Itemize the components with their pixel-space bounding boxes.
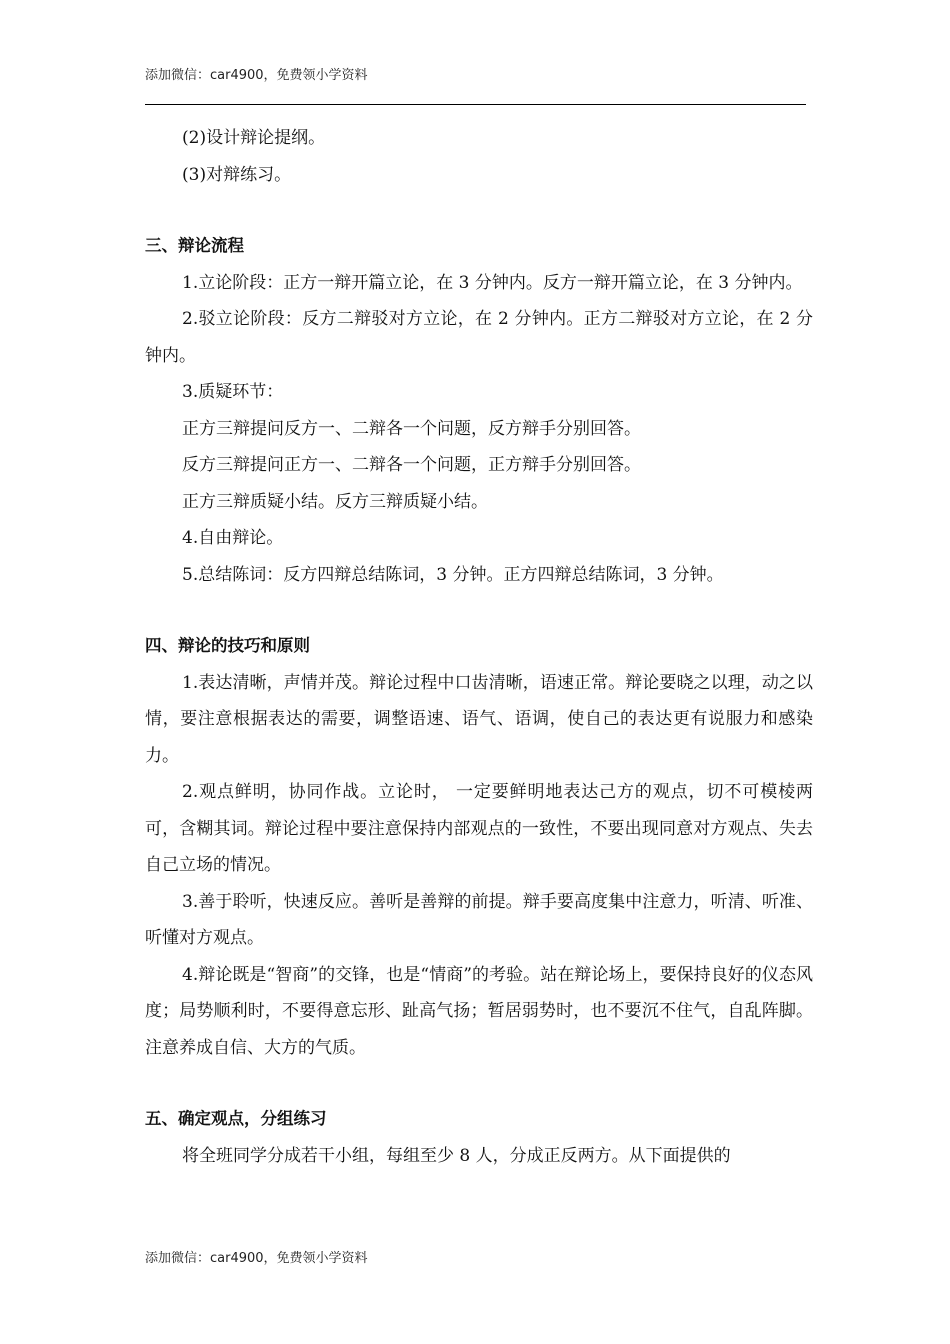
- header-rule: [145, 104, 806, 105]
- paragraph: 2.驳立论阶段：反方二辩驳对方立论，在 2 分钟内。正方二辩驳对方立论，在 2 分钟内。: [145, 309, 813, 366]
- paragraph: 1.表达清晰，声情并茂。辩论过程中口齿清晰，语速正常。辩论要晓之以理，动之以情，要注意根据表达的需要，调整语速、语气、语调，使自己的表达更有说服力和感染力。: [145, 672, 813, 766]
- section-heading: 四、辩论的技巧和原则: [145, 636, 310, 655]
- paragraph: 正方三辩提问反方一、二辩各一个问题，反方辩手分别回答。: [182, 418, 641, 439]
- page-header: 添加微信：car4900，免费领小学资料: [145, 68, 368, 83]
- paragraph: 正方三辩质疑小结。反方三辩质疑小结。: [182, 491, 488, 512]
- paragraph: 1.立论阶段：正方一辩开篇立论，在 3 分钟内。反方一辩开篇立论，在 3 分钟内。: [182, 272, 803, 293]
- paragraph: (3)对辩练习。: [182, 164, 292, 185]
- paragraph: 5.总结陈词：反方四辩总结陈词，3 分钟。正方四辩总结陈词，3 分钟。: [182, 564, 724, 585]
- paragraph: 4.辩论既是“智商”的交锋，也是“情商”的考验。站在辩论场上，要保持良好的仪态风度；局势顺利时，不要得意忘形、趾高气扬；暂居弱势时，也不要沉不住气，自乱阵脚。注意养成自信、大方的气质。: [145, 964, 813, 1058]
- page-footer: 添加微信：car4900，免费领小学资料: [145, 1251, 368, 1266]
- paragraph: 3.善于聆听，快速反应。善听是善辩的前提。辩手要高度集中注意力，听清、听准、听懂对方观点。: [145, 891, 813, 948]
- paragraph: 3.质疑环节：: [182, 382, 284, 402]
- paragraph: 反方三辩提问正方一、二辩各一个问题，正方辩手分别回答。: [182, 455, 641, 475]
- document-body: [145, 120, 813, 1174]
- paragraph: 将全班同学分成若干小组，每组至少 8 人，分成正反两方。从下面提供的: [182, 1145, 731, 1166]
- paragraph: 4.自由辩论。: [182, 528, 284, 548]
- section-heading: 三、辩论流程: [145, 236, 244, 255]
- section-heading: 五、确定观点，分组练习: [145, 1109, 327, 1128]
- paragraph: (2)设计辩论提纲。: [182, 128, 326, 148]
- paragraph: 2.观点鲜明，协同作战。立论时， 一定要鲜明地表达己方的观点，切不可模棱两可，含糊其词。辩论过程中要注意保持内部观点的一致性，不要出现同意对方观点、失去自己立场的情况。: [145, 782, 813, 875]
